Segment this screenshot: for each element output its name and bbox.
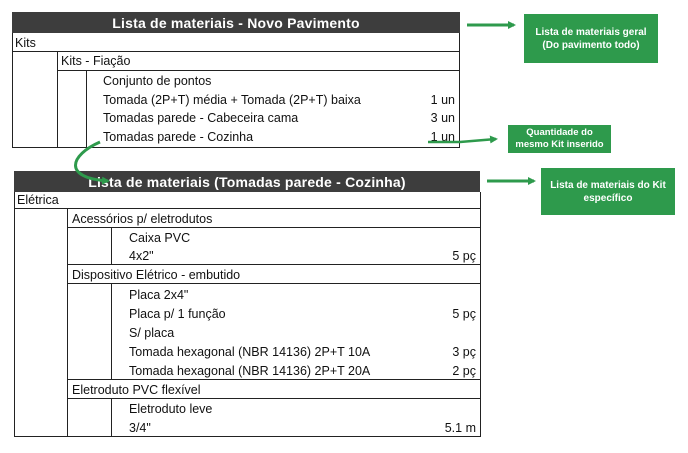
table1-level2: Kits - Fiação <box>61 54 131 68</box>
material-qty: 3 pç <box>452 345 476 359</box>
arrow-to-quantity-callout <box>428 139 496 142</box>
material-name: 3/4" <box>129 421 151 435</box>
table2-title: Lista de materiais (Tomadas parede - Cozinha) <box>14 171 480 192</box>
table1-item-qty: 3 un <box>430 111 455 125</box>
material-qty: 2 pç <box>452 364 476 378</box>
material-name: Tomada hexagonal (NBR 14136) 2P+T 10A <box>129 345 371 359</box>
table1-title: Lista de materiais - Novo Pavimento <box>12 12 460 33</box>
group-label: Dispositivo Elétrico - embutido <box>72 268 241 282</box>
material-name: Eletroduto leve <box>129 402 213 416</box>
table2-level1: Elétrica <box>17 193 59 207</box>
table1-item-name: Tomadas parede - Cozinha <box>103 130 254 144</box>
table1-level1: Kits <box>15 36 36 50</box>
material-qty: 5 pç <box>452 307 476 321</box>
table1-item-qty: 1 un <box>430 130 455 144</box>
material-qty: 5 pç <box>452 249 476 263</box>
callout-general-list: Lista de materiais geral (Do pavimento todo) <box>524 14 658 63</box>
group-label: Eletroduto PVC flexível <box>72 383 201 397</box>
callout-kit-quantity: Quantidade do mesmo Kit inserido <box>508 125 611 153</box>
material-name: S/ placa <box>129 326 175 340</box>
material-name: 4x2" <box>129 249 154 263</box>
arrow-kit-to-table2 <box>76 142 109 181</box>
table1-item-qty: 1 un <box>430 93 455 107</box>
table1-level3: Conjunto de pontos <box>103 74 212 88</box>
material-name: Placa 2x4" <box>129 288 189 302</box>
table1-item-name: Tomada (2P+T) média + Tomada (2P+T) baixa <box>103 93 361 107</box>
material-name: Tomada hexagonal (NBR 14136) 2P+T 20A <box>129 364 371 378</box>
material-name: Caixa PVC <box>129 231 191 245</box>
group-label: Acessórios p/ eletrodutos <box>72 212 213 226</box>
table1-item-name: Tomadas parede - Cabeceira cama <box>103 111 299 125</box>
material-name: Placa p/ 1 função <box>129 307 226 321</box>
material-qty: 5.1 m <box>444 421 476 435</box>
callout-specific-list: Lista de materiais do Kit específico <box>541 168 675 215</box>
